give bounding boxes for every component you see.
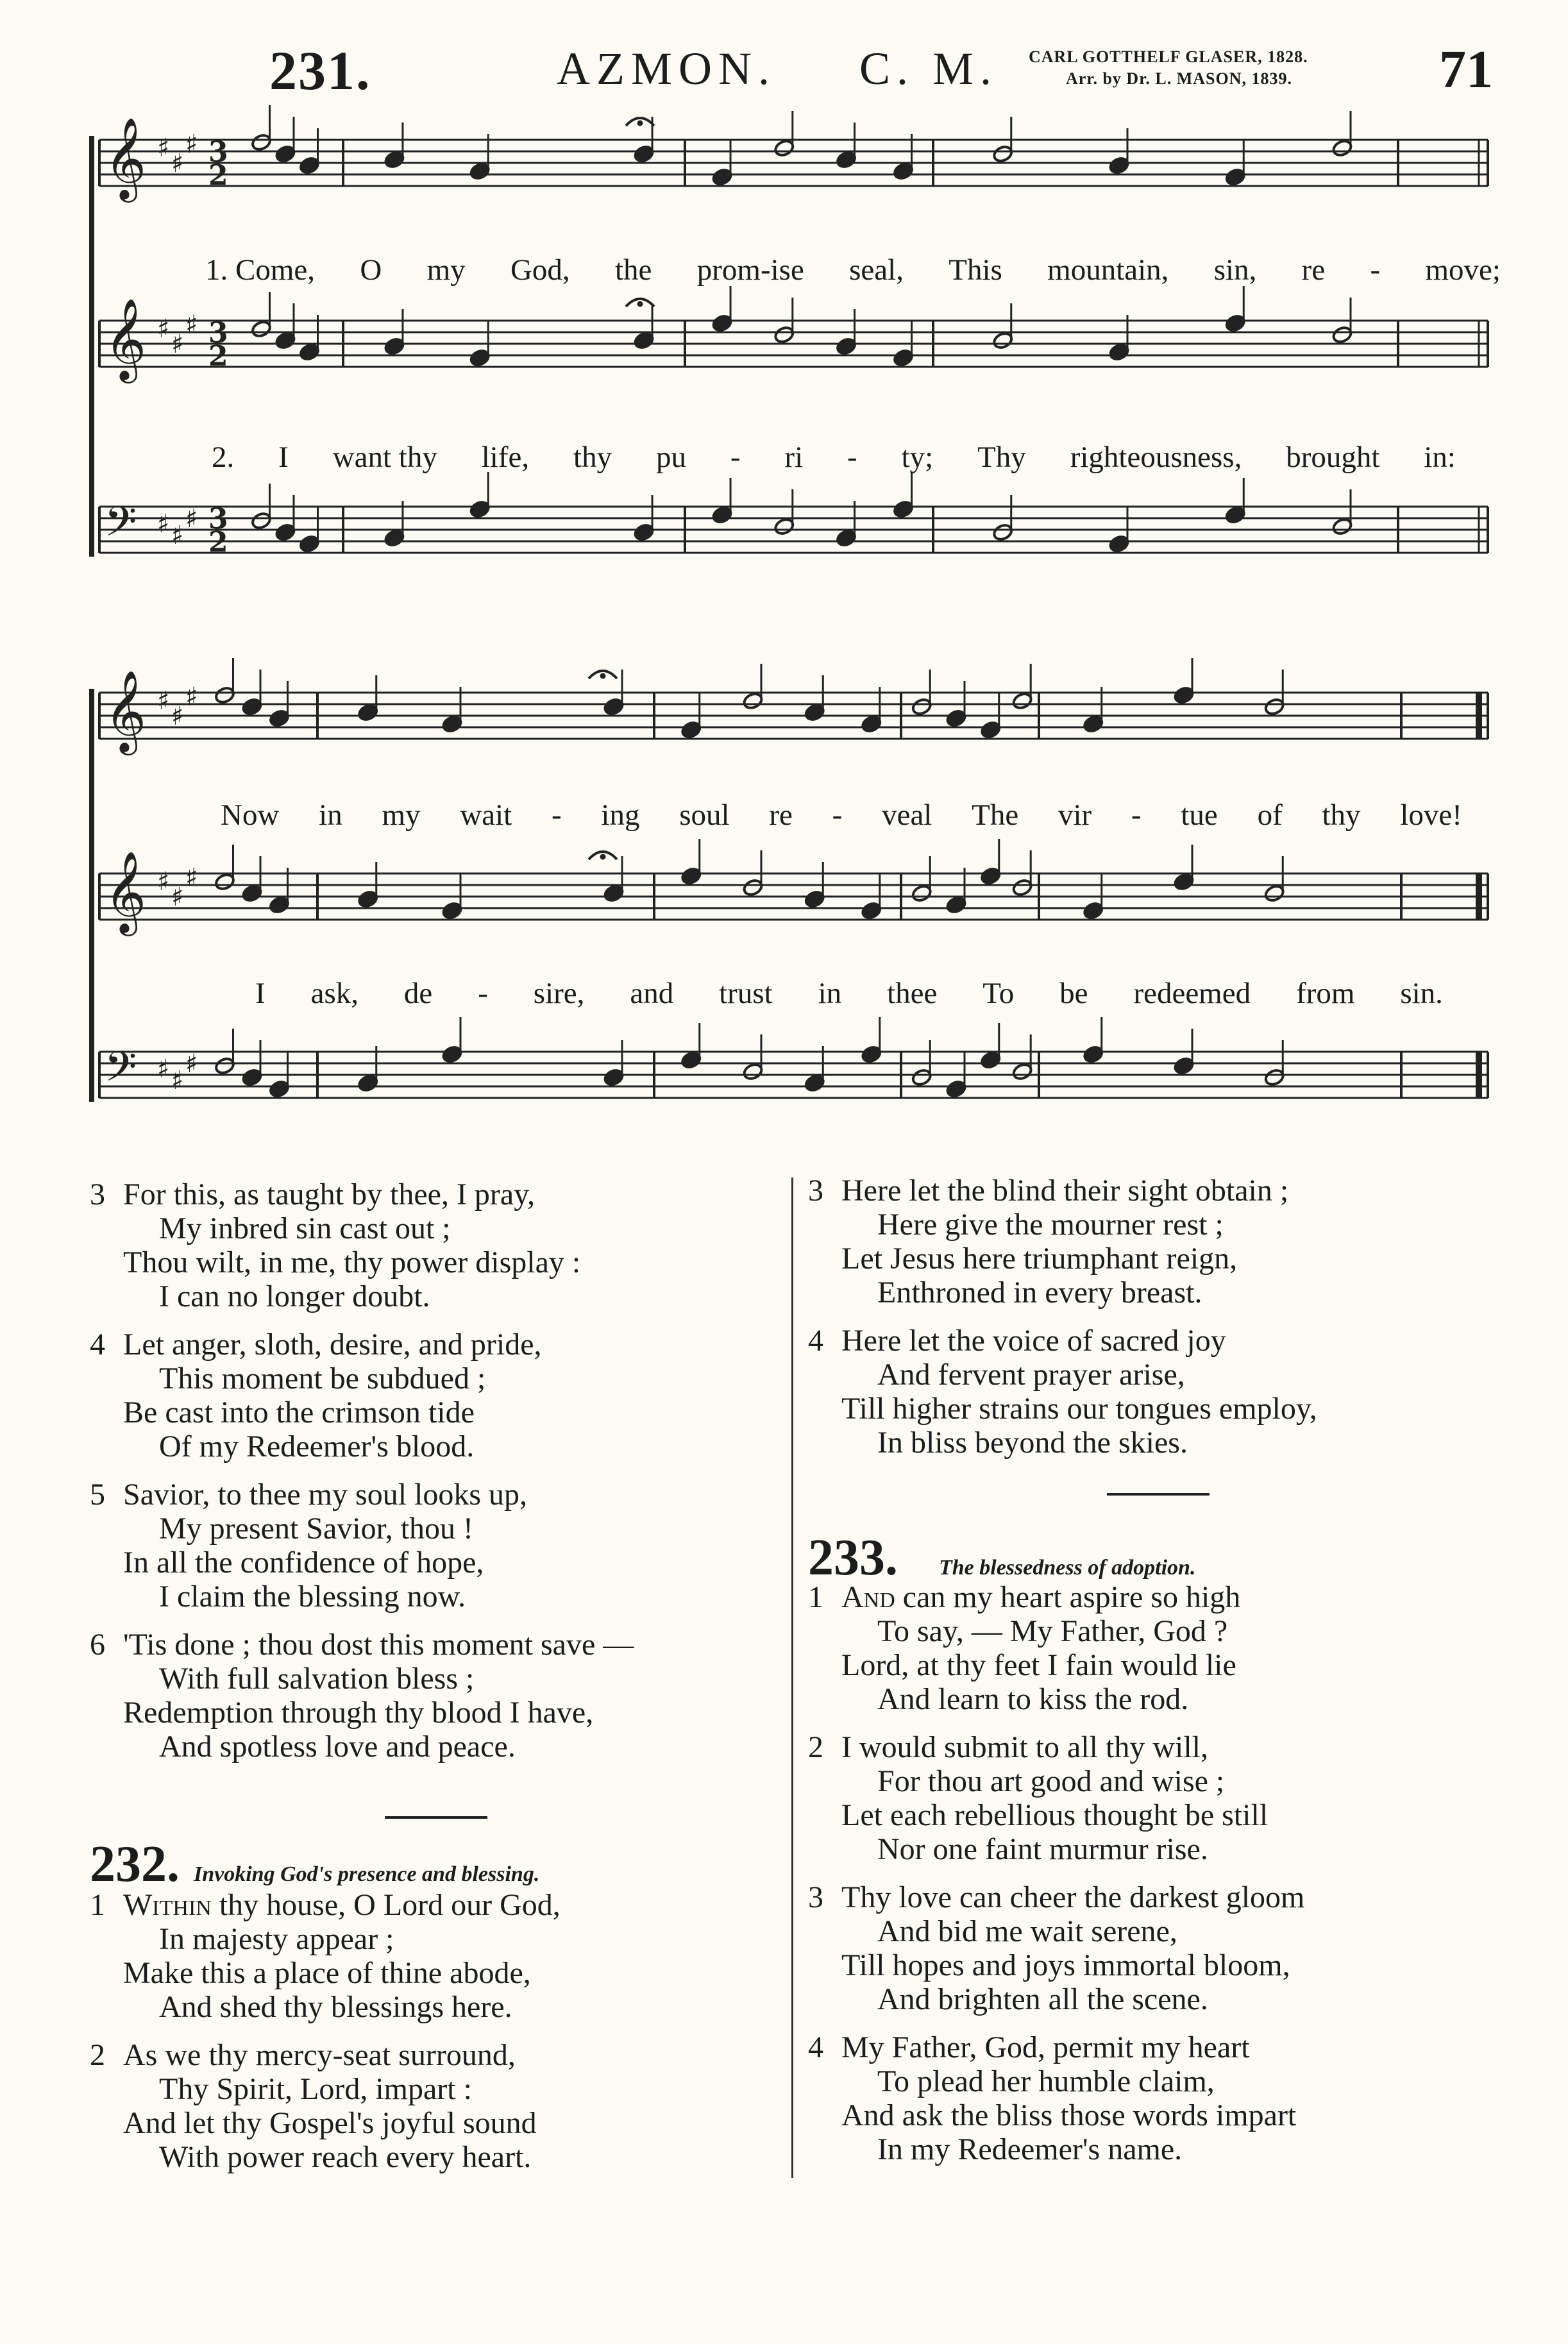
time-signature-top: 3 [208, 136, 228, 169]
lyric-syllable: brought [1286, 441, 1380, 474]
sharp-sign: ♯ [185, 1049, 198, 1079]
verse-line: Till hopes and joys immortal bloom, [841, 1948, 1290, 1982]
verse-line: My inbred sin cast out ; [159, 1211, 451, 1245]
lyric-syllable: seal, [849, 253, 904, 287]
verse-line: I would submit to all thy will, [841, 1730, 1208, 1764]
lyric-syllable: sin. [1400, 977, 1443, 1010]
lyric-syllable: and [630, 977, 674, 1010]
verse [808, 1324, 1526, 1460]
sharp-sign: ♯ [171, 702, 184, 731]
lyric-syllable: re [1301, 253, 1326, 287]
verse-number: 4 [808, 2030, 823, 2064]
verse-number: 5 [90, 1478, 105, 1512]
verse-line: To say, — My Father, God ? [877, 1614, 1228, 1648]
lyric-syllable: re [769, 798, 793, 832]
verse [808, 1730, 1526, 1866]
sharp-sign: ♯ [171, 521, 184, 550]
hymn233-verses [808, 1580, 1526, 2166]
verse-number: 2 [808, 1730, 823, 1764]
sharp-sign: ♯ [171, 1066, 184, 1095]
lyric-syllable: ing [601, 798, 640, 832]
time-signature-bottom: 2 [208, 340, 228, 373]
verse [90, 2038, 782, 2174]
verse-first-word: And [841, 1580, 895, 1614]
time-signature-top: 3 [208, 503, 228, 535]
lyric-syllable: the [615, 253, 652, 287]
sharp-sign: ♯ [157, 509, 170, 539]
lyric-syllable: in [319, 798, 342, 832]
bass-clef: 𝄢 [105, 498, 137, 556]
verse-number: 1 [90, 1888, 105, 1922]
verse-line: Lord, at thy feet I fain would lie [841, 1648, 1236, 1682]
verse [808, 2030, 1526, 2166]
verse-number: 4 [90, 1328, 105, 1362]
hymn231-verses [90, 1177, 782, 1764]
verse-line: Let Jesus here triumphant reign, [841, 1242, 1238, 1276]
verse-first-word: Within [123, 1888, 212, 1922]
verse-number: 2 [90, 2038, 105, 2072]
verse-line: Make this a place of thine abode, [123, 1956, 531, 1990]
lyric-syllable: pu [655, 441, 686, 474]
verse-line: And bid me wait serene, [877, 1914, 1177, 1948]
page-number: 71 [1439, 40, 1493, 99]
lyric-syllable: - [1370, 253, 1381, 287]
lyric-syllable: thy [1322, 798, 1361, 832]
verse-number: 3 [808, 1174, 823, 1208]
time-signature-bottom: 2 [208, 159, 228, 192]
lyric-syllable: I [255, 977, 266, 1010]
verse-line: Enthroned in every breast. [877, 1276, 1202, 1310]
tune-name: AZMON. [557, 43, 776, 94]
verse-line: Thy Spirit, Lord, impart : [159, 2072, 472, 2106]
hymn-number: 231. [269, 40, 371, 101]
treble-clef: 𝄞 [105, 117, 147, 199]
lyrics-verse2-line2 [255, 976, 1443, 1011]
verse-number: 1 [808, 1580, 823, 1614]
lyric-syllable: wait [460, 798, 512, 832]
sharp-sign: ♯ [157, 1054, 170, 1084]
verse-line: And shed thy blessings here. [159, 1990, 512, 2024]
treble-clef: 𝄞 [105, 670, 147, 752]
verse-line: can my heart aspire so high [895, 1580, 1241, 1614]
lyric-syllable: The [972, 798, 1019, 832]
verse-line: thy house, O Lord our God, [211, 1888, 561, 1922]
verse-line: With power reach every heart. [159, 2140, 532, 2174]
verse-number: 6 [90, 1628, 105, 1662]
sharp-sign: ♯ [185, 130, 198, 159]
arranger-line: Arr. by Dr. L. MASON, 1839. [1066, 69, 1292, 88]
lyrics-verse1-line2 [221, 798, 1462, 832]
fermata-dot [600, 854, 605, 859]
lyric-syllable: thy [573, 441, 612, 474]
hymn-subtitle: The blessedness of adoption. [939, 1556, 1196, 1580]
verse-line: In all the confidence of hope, [123, 1546, 484, 1580]
lyric-syllable: - [832, 798, 843, 832]
verse-line: With full salvation bless ; [159, 1662, 475, 1696]
lyric-syllable: redeemed [1133, 977, 1251, 1010]
sharp-sign: ♯ [157, 686, 170, 716]
lyric-syllable: 1. Come, [205, 253, 316, 287]
treble-clef: 𝄞 [105, 850, 147, 932]
hymn233-heading [808, 1529, 1195, 1587]
fermata-dot [637, 301, 643, 307]
verse-line: I can no longer doubt. [159, 1279, 430, 1313]
verse [90, 1478, 782, 1614]
lyric-syllable: veal [882, 798, 932, 832]
time-signature-bottom: 2 [208, 526, 228, 559]
lyric-syllable: mountain, [1047, 253, 1169, 287]
lyric-syllable: my [426, 253, 466, 287]
sharp-sign: ♯ [157, 867, 170, 897]
verse [808, 1174, 1526, 1310]
verse-line: Savior, to thee my soul looks up, [123, 1478, 528, 1512]
lyric-syllable: ri [784, 441, 804, 474]
verse-line: My Father, God, permit my heart [841, 2030, 1250, 2064]
verse-line: Be cast into the crimson tide [123, 1395, 475, 1429]
sharp-sign: ♯ [185, 310, 198, 340]
hymn232-verses-left [90, 1888, 782, 2174]
section-divider [1107, 1493, 1210, 1496]
lyric-syllable: of [1257, 798, 1283, 832]
lyric-syllable: in [818, 977, 842, 1010]
time-signature-top: 3 [208, 317, 228, 350]
lyric-syllable: 2. [212, 441, 235, 474]
hymn-subtitle: Invoking God's presence and blessing. [194, 1862, 540, 1886]
lyric-syllable: Now [221, 798, 280, 832]
lyric-syllable: my [382, 798, 421, 832]
lyric-syllable: life, [481, 441, 530, 474]
lyrics-verse1-line1 [205, 253, 1501, 287]
lyric-syllable: God, [510, 253, 570, 287]
verse-number: 3 [90, 1177, 105, 1211]
lyric-syllable: - [478, 977, 488, 1010]
lyric-syllable: O [360, 253, 382, 287]
verse-line: Here let the blind their sight obtain ; [841, 1174, 1289, 1208]
verse-line: And spotless love and peace. [159, 1730, 516, 1764]
verse-line: And fervent prayer arise, [877, 1358, 1185, 1392]
hymn-number: 232. [90, 1836, 180, 1893]
lyric-syllable: - [552, 798, 562, 832]
lyric-syllable: ty; [901, 441, 934, 474]
verse-number: 4 [808, 1324, 823, 1358]
sharp-sign: ♯ [157, 314, 170, 344]
verse-line: Here give the mourner rest ; [877, 1208, 1224, 1242]
verse-line: Thy love can cheer the darkest gloom [841, 1880, 1305, 1914]
verse-line: 'Tis done ; thou dost this moment save — [123, 1628, 634, 1662]
verse-line: And let thy Gospel's joyful sound [123, 2106, 537, 2140]
sharp-sign: ♯ [185, 682, 198, 712]
verse-line: In majesty appear ; [159, 1922, 394, 1956]
lyric-syllable: tue [1181, 798, 1218, 832]
meter: C. M. [859, 43, 999, 94]
sharp-sign: ♯ [185, 863, 198, 893]
bass-clef: 𝄢 [105, 1043, 137, 1101]
verse-line: For thou art good and wise ; [877, 1764, 1225, 1798]
verse-line: Of my Redeemer's blood. [159, 1429, 475, 1463]
lyric-syllable: sire, [533, 977, 585, 1010]
lyric-syllable: want thy [332, 441, 437, 474]
verse-line: As we thy mercy-seat surround, [123, 2038, 516, 2072]
column-divider [791, 1177, 793, 2178]
lyric-syllable: To [982, 977, 1015, 1010]
verse-line: Redemption through thy blood I have, [123, 1696, 594, 1730]
verse-line: Here let the voice of sacred joy [841, 1324, 1226, 1358]
verse [90, 1888, 782, 2024]
verse-line: Nor one faint murmur rise. [877, 1832, 1208, 1866]
lyric-syllable: Thy [977, 441, 1026, 474]
sharp-sign: ♯ [171, 330, 184, 359]
verse-line: To plead her humble claim, [877, 2064, 1215, 2098]
verse-line: This moment be subdued ; [159, 1362, 486, 1395]
hymn232-verses-right [808, 1174, 1526, 1460]
verse [808, 1580, 1526, 1716]
lyric-syllable: - [1131, 798, 1142, 832]
lyrics-verse2-line1 [212, 440, 1456, 475]
treble-clef: 𝄞 [105, 298, 147, 380]
lyric-syllable: righteousness, [1070, 441, 1242, 474]
lyric-syllable: be [1059, 977, 1088, 1010]
lyric-syllable: move; [1425, 253, 1501, 287]
lyric-syllable: sin, [1213, 253, 1257, 287]
sharp-sign: ♯ [171, 149, 184, 178]
lyric-syllable: from [1296, 977, 1355, 1010]
hymn232-heading [90, 1835, 539, 1894]
verse-line: And ask the bliss those words impart [841, 2098, 1297, 2132]
verse-line: Thou wilt, in me, thy power display : [123, 1245, 581, 1279]
lyric-syllable: This [948, 253, 1002, 287]
lyric-syllable: love! [1400, 798, 1462, 832]
verse-line: Till higher strains our tongues employ, [841, 1392, 1317, 1426]
lyric-syllable: de [403, 977, 433, 1010]
verse [90, 1328, 782, 1463]
section-divider [385, 1816, 487, 1819]
sharp-sign: ♯ [185, 504, 198, 534]
verse-number: 3 [808, 1880, 823, 1914]
lyric-syllable: in: [1424, 441, 1456, 474]
verse-line: Let each rebellious thought be still [841, 1798, 1269, 1832]
fermata-dot [637, 121, 643, 126]
verse [90, 1628, 782, 1764]
verse-line: In my Redeemer's name. [877, 2132, 1183, 2166]
sharp-sign: ♯ [157, 133, 170, 163]
verse-line: My present Savior, thou ! [159, 1512, 474, 1546]
lyric-syllable: - [730, 441, 741, 474]
lyric-syllable: trust [719, 977, 773, 1010]
verse [808, 1880, 1526, 2016]
verse-line: For this, as taught by thee, I pray, [123, 1177, 535, 1211]
lyric-syllable: ask, [310, 977, 358, 1010]
composer-line: CARL GOTTHELF GLASER, 1828. [1029, 47, 1308, 66]
verse-line: And learn to kiss the rod. [877, 1682, 1189, 1716]
lyric-syllable: vir [1058, 798, 1092, 832]
lyric-syllable: prom-ise [696, 253, 804, 287]
verse-line: I claim the blessing now. [159, 1580, 466, 1614]
verse-line: In bliss beyond the skies. [877, 1426, 1188, 1460]
verse-line: And brighten all the scene. [877, 1982, 1208, 2016]
lyric-syllable: - [847, 441, 857, 474]
verse-line: Let anger, sloth, desire, and pride, [123, 1328, 542, 1362]
hymn-number: 233. [808, 1530, 898, 1586]
lyric-syllable: soul [679, 798, 730, 832]
lyric-syllable: thee [887, 977, 938, 1010]
fermata-dot [600, 673, 605, 679]
verse [90, 1177, 782, 1313]
sharp-sign: ♯ [171, 882, 184, 912]
lyric-syllable: I [278, 441, 289, 474]
